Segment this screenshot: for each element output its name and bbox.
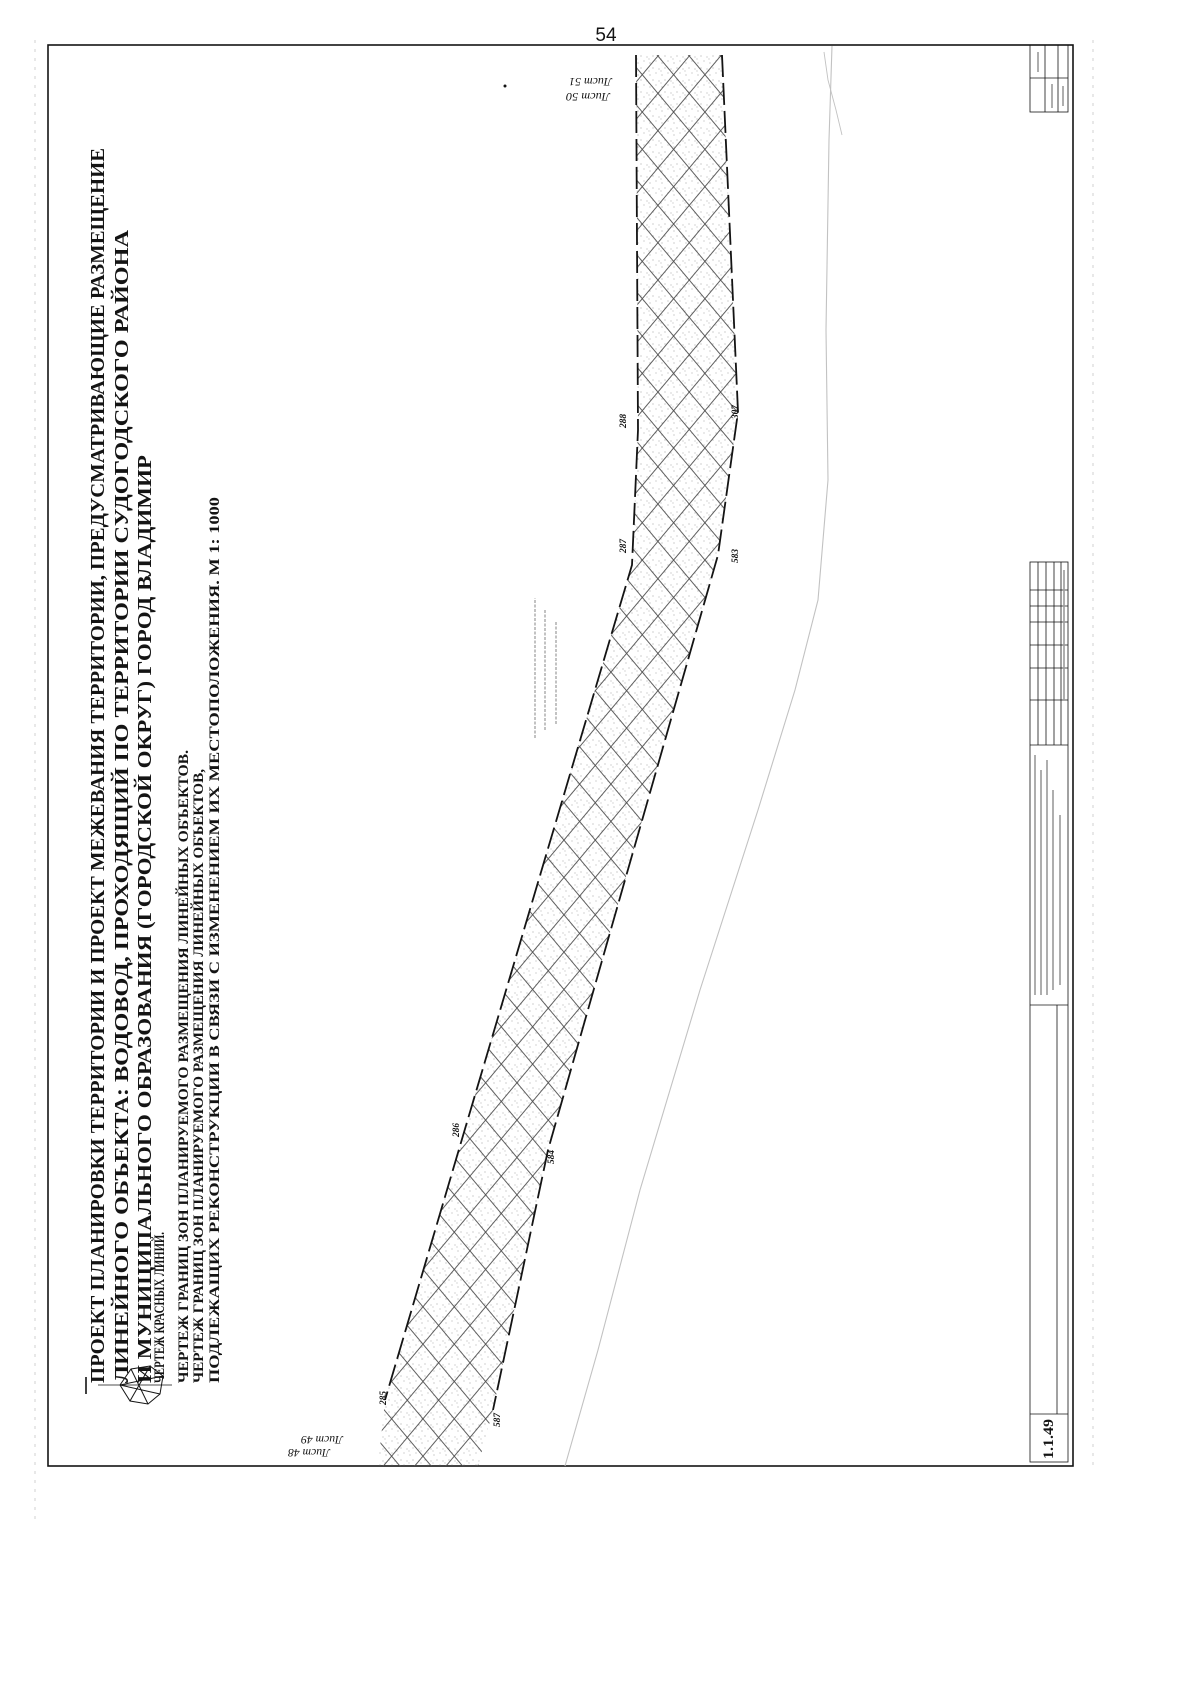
point-label: 286 [451,1123,461,1137]
point-label: 287 [618,539,628,553]
point-label: 285 [378,1391,388,1405]
adjacent-sheet-label: Лист 51 [569,75,613,89]
point-label: 584 [546,1150,556,1164]
adjacent-sheet-label: Лист 50 [566,90,612,104]
adjacent-sheet-label: Лист 49 [301,1433,344,1447]
point-label: 288 [618,414,628,428]
stamp-illegible-text [1035,570,1064,995]
subtitle-line: ПОДЛЕЖАЩИХ РЕКОНСТРУКЦИИ В СВЯЗИ С ИЗМЕНЕНИЕМ ИХ МЕСТОПОЛОЖЕНИЯ. М 1: 1000 [207,659,223,1383]
subtitle-line: ЧЕРТЕЖ КРАСНЫХ ЛИНИЙ. [152,1172,168,1383]
title-line: ЛИНЕЙНОГО ОБЪЕКТА: ВОДОВОД, ПРОХОДЯЩИЙ ПО ТЕРРИТОРИИ СУДОГОДСКОГО РАЙОНА [111,431,133,1383]
road-edge-line-secondary [824,52,842,135]
illegible-annotation [535,598,556,738]
drawing-title [87,148,156,1383]
title-line: И МУНИЦИПАЛЬНОГО ОБРАЗОВАНИЯ (ГОРОДСКОЙ ОКРУГ) ГОРОД ВЛАДИМИР [134,577,156,1383]
drawing-subtitle [151,497,223,1383]
subtitle-line: ЧЕРТЕЖ ГРАНИЦ ЗОН ПЛАНИРУЕМОГО РАЗМЕЩЕНИЯ ЛИНЕЙНЫХ ОБЪЕКТОВ. [176,775,192,1383]
sheet-number: 1.1.49 [1041,1421,1057,1459]
point-label: 583 [730,549,740,563]
point-label: 307 [730,405,740,419]
point-label: 587 [492,1413,502,1427]
sheet-corner-stamp [1030,45,1068,112]
title-line: ПРОЕКТ ПЛАНИРОВКИ ТЕРРИТОРИИ И ПРОЕКТ МЕЖЕВАНИЯ ТЕРРИТОРИИ, ПРЕДУСМАТРИВАЮЩИЕ РАЗМЕЩЕНИЕ [87,188,109,1383]
page-number: 54 [595,25,617,46]
planned-zone-corridor [378,55,738,1466]
adjacent-sheet-label: Лист 48 [288,1446,331,1460]
adjacent-sheets-bottom [288,1433,344,1460]
corridor-hatch-b [378,55,738,1466]
adjacent-sheets-top [566,75,613,104]
subtitle-line: ЧЕРТЕЖ ГРАНИЦ ЗОН ПЛАНИРУЕМОГО РАЗМЕЩЕНИЯ ЛИНЕЙНЫХ ОБЪЕКТОВ, [191,775,207,1383]
stray-mark [504,85,507,88]
title-block-stamp [1030,562,1068,1462]
